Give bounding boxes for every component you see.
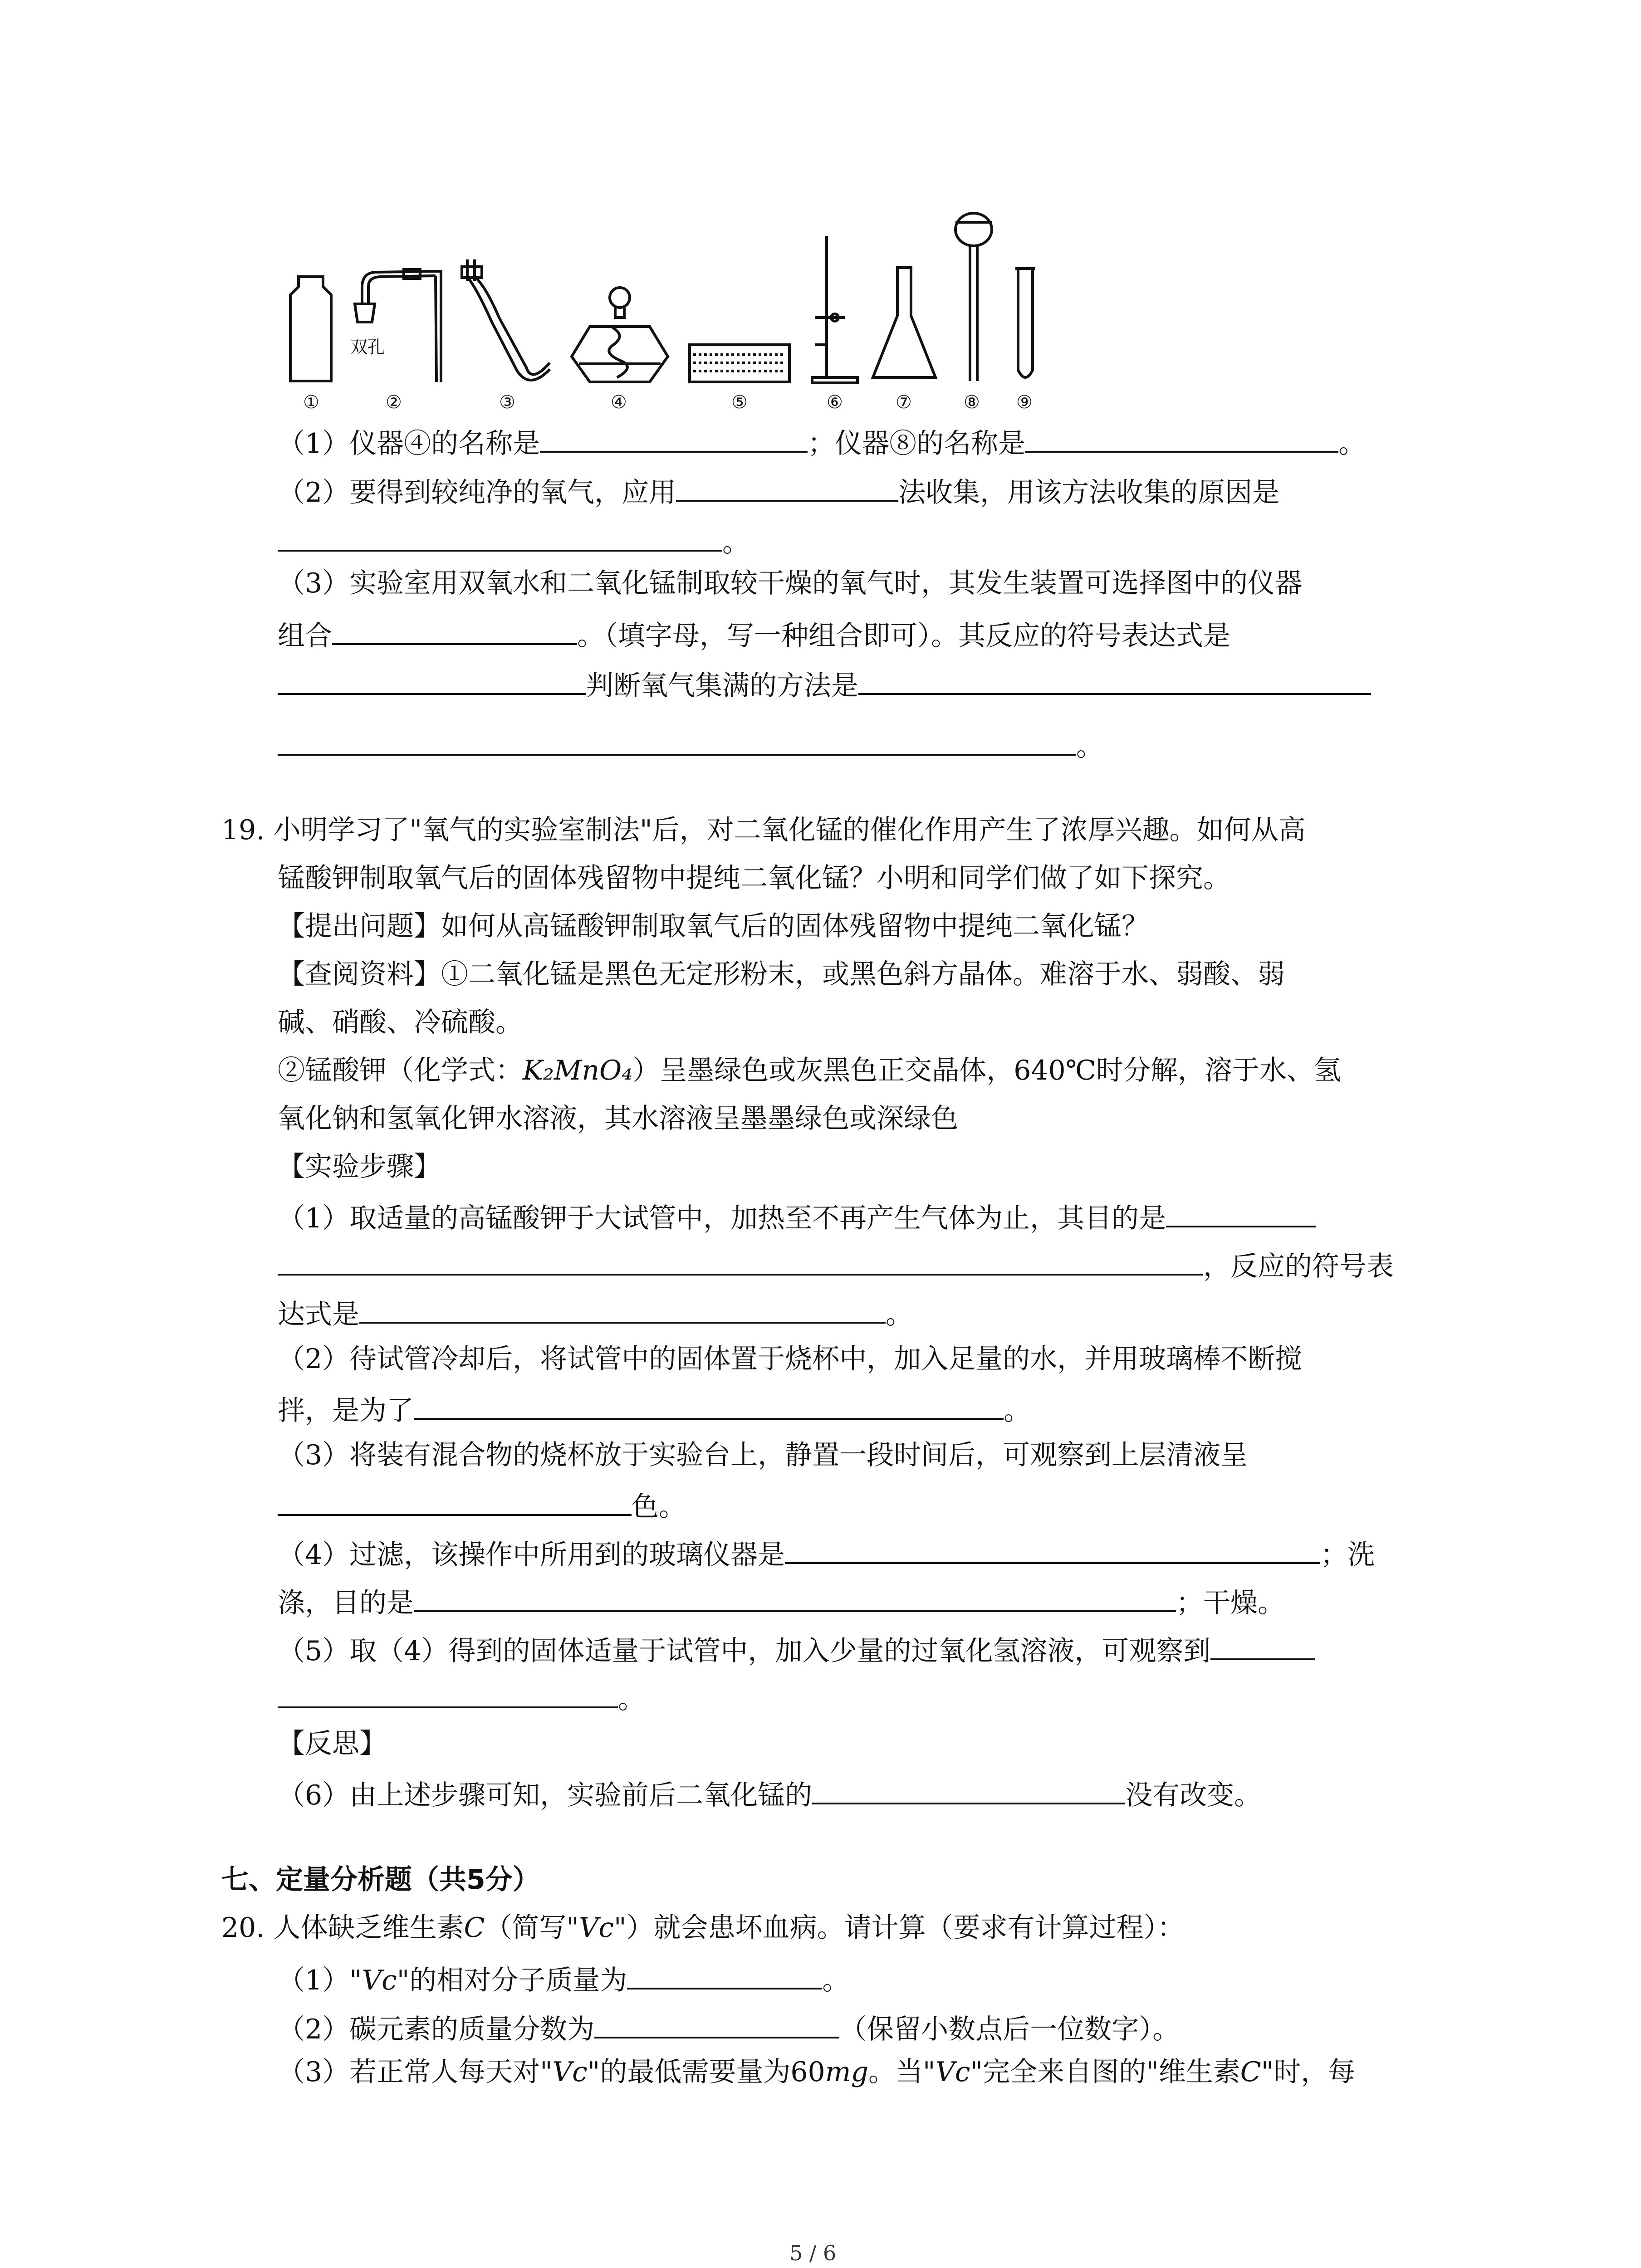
long-neck-funnel-icon [955, 213, 992, 381]
blank-carbon-fraction[interactable] [594, 2004, 839, 2038]
page-number: 5 / 6 [789, 2241, 837, 2265]
water-trough-icon [690, 345, 789, 382]
section-7-title: 七、定量分析题（共5分） [221, 1864, 540, 1896]
q19-line2: 锰酸钾制取氧气后的固体残留物中提纯二氧化锰？小明和同学们做了如下探究。 [278, 862, 1230, 894]
q19-reference-2: 碱、硝酸、冷硫酸。 [278, 1007, 523, 1038]
q19-reference-4: 氧化钠和氢氧化钾水溶液，其水溶液呈墨墨绿色或深绿色 [278, 1103, 958, 1134]
q19-step2: （2）待试管冷却后，将试管中的固体置于烧杯中，加入足量的水，并用玻璃棒不断搅 [278, 1343, 1303, 1375]
q19-step6: （6）由上述步骤可知，实验前后二氧化锰的 没有改变。 [278, 1770, 1261, 1817]
blank-apparatus-combination[interactable] [332, 611, 577, 645]
apparatus-label-4: ④ [611, 392, 627, 413]
q19-problem: 【提出问题】如何从高锰酸钾制取氧气后的固体残留物中提纯二氧化锰？ [278, 910, 1149, 942]
q19-step2-b: 拌，是为了 。 [278, 1385, 1031, 1432]
two-hole-stopper-icon [350, 269, 441, 382]
blank-instrument-8[interactable] [1025, 418, 1338, 453]
q19-line1: 19. 小明学习了"氧气的实验室制法"后，对二氧化锰的催化作用产生了浓厚兴趣。如何从高 [221, 814, 1306, 846]
q19-reference-1: 【查阅资料】①二氧化锰是黑色无定形粉末，或黑色斜方晶体。难溶于水、弱酸、弱 [278, 958, 1285, 990]
alcohol-lamp-icon [572, 288, 668, 382]
q18-part3-d: 。 [278, 721, 1103, 768]
blank-step4-wash-purpose[interactable] [414, 1578, 1176, 1612]
q19-steps-heading: 【实验步骤】 [278, 1151, 441, 1183]
gas-jar-icon [290, 277, 331, 381]
q19-step1-c: 达式是 。 [278, 1289, 913, 1336]
blank-instrument-4[interactable] [540, 418, 808, 453]
stopper-label: 双孔 [350, 337, 385, 357]
rubber-tube-icon [462, 259, 550, 380]
lab-apparatus-figure [272, 209, 1071, 417]
q20-line1: 20. 人体缺乏维生素C（简写"Vc"）就会患坏血病。请计算（要求有计算过程）： [221, 1912, 1185, 1944]
q18-part3-c: 判断氧气集满的方法是 [278, 660, 1371, 708]
apparatus-label-7: ⑦ [896, 392, 912, 413]
blank-reaction-expression[interactable] [278, 660, 586, 695]
apparatus-label-1: ① [303, 392, 319, 413]
blank-full-check-method[interactable] [858, 660, 1371, 695]
q19-step5-b: 。 [278, 1674, 645, 1721]
blank-collection-reason[interactable] [278, 517, 722, 552]
formula-k2mno4: K₂MnO₄ [523, 1055, 633, 1086]
blank-step2-purpose[interactable] [414, 1385, 1004, 1420]
apparatus-label-3: ③ [499, 392, 515, 413]
q18-part3-b: 组合 。（填字母，写一种组合即可）。其反应的符号表达式是 [278, 611, 1230, 658]
blank-step6-unchanged[interactable] [812, 1770, 1125, 1804]
blank-step1-expression[interactable] [359, 1289, 886, 1324]
apparatus-label-5: ⑤ [731, 392, 748, 413]
test-tube-icon [1015, 269, 1035, 377]
q20-part1: （1）"Vc"的相对分子质量为 。 [278, 1955, 849, 2002]
iron-stand-icon [812, 236, 857, 383]
blank-step5-observation[interactable] [1210, 1626, 1315, 1660]
q19-step3: （3）将装有混合物的烧杯放于实验台上，静置一段时间后，可观察到上层清液呈 [278, 1439, 1248, 1471]
q19-step4-b: 涤，目的是 ；干燥。 [278, 1578, 1285, 1625]
apparatus-label-6: ⑥ [827, 392, 843, 413]
q18-part3: （3）实验室用双氧水和二氧化锰制取较干燥的氧气时，其发生装置可选择图中的仪器 [278, 567, 1303, 599]
q18-part2: （2）要得到较纯净的氧气，应用 法收集，用该方法收集的原因是 [278, 467, 1279, 514]
apparatus-label-9: ⑨ [1016, 392, 1033, 413]
blank-collection-method[interactable] [676, 467, 898, 502]
conical-flask-icon [873, 268, 936, 377]
q18-part1: （1）仪器④的名称是 ；仪器⑧的名称是 。 [278, 418, 1366, 465]
q18-part2-reason: 。 [278, 517, 749, 564]
apparatus-label-8: ⑧ [964, 392, 980, 413]
q19-step1: （1）取适量的高锰酸钾于大试管中，加热至不再产生气体为止，其目的是 [278, 1193, 1316, 1240]
q20-part3: （3）若正常人每天对"Vc"的最低需要量为60mg。当"Vc"完全来自图的"维生素C"时，每 [278, 2056, 1356, 2088]
q19-step4: （4）过滤，该操作中所用到的玻璃仪器是 ；洗 [278, 1530, 1375, 1577]
blank-step5-observation-cont[interactable] [278, 1674, 618, 1708]
apparatus-label-2: ② [386, 392, 402, 413]
blank-step1-purpose-cont[interactable] [278, 1241, 1203, 1276]
q19-step3-b: 色。 [278, 1481, 686, 1529]
blank-step1-purpose[interactable] [1166, 1193, 1316, 1227]
q19-reflection-heading: 【反思】 [278, 1728, 387, 1760]
blank-step3-color[interactable] [278, 1481, 632, 1516]
blank-full-check-method-cont[interactable] [278, 721, 1076, 756]
q19-step5: （5）取（4）得到的固体适量于试管中，加入少量的过氧化氢溶液，可观察到 [278, 1626, 1315, 1673]
blank-molecular-mass[interactable] [627, 1955, 822, 1989]
q20-part2: （2）碳元素的质量分数为 （保留小数点后一位数字）。 [278, 2004, 1180, 2051]
q19-step1-b: ，反应的符号表 [278, 1241, 1394, 1288]
blank-step4-glassware[interactable] [785, 1530, 1320, 1564]
q19-reference-3: ②锰酸钾（化学式：K₂MnO₄）呈墨绿色或灰黑色正交晶体，640℃时分解，溶于水、氢 [278, 1055, 1341, 1086]
